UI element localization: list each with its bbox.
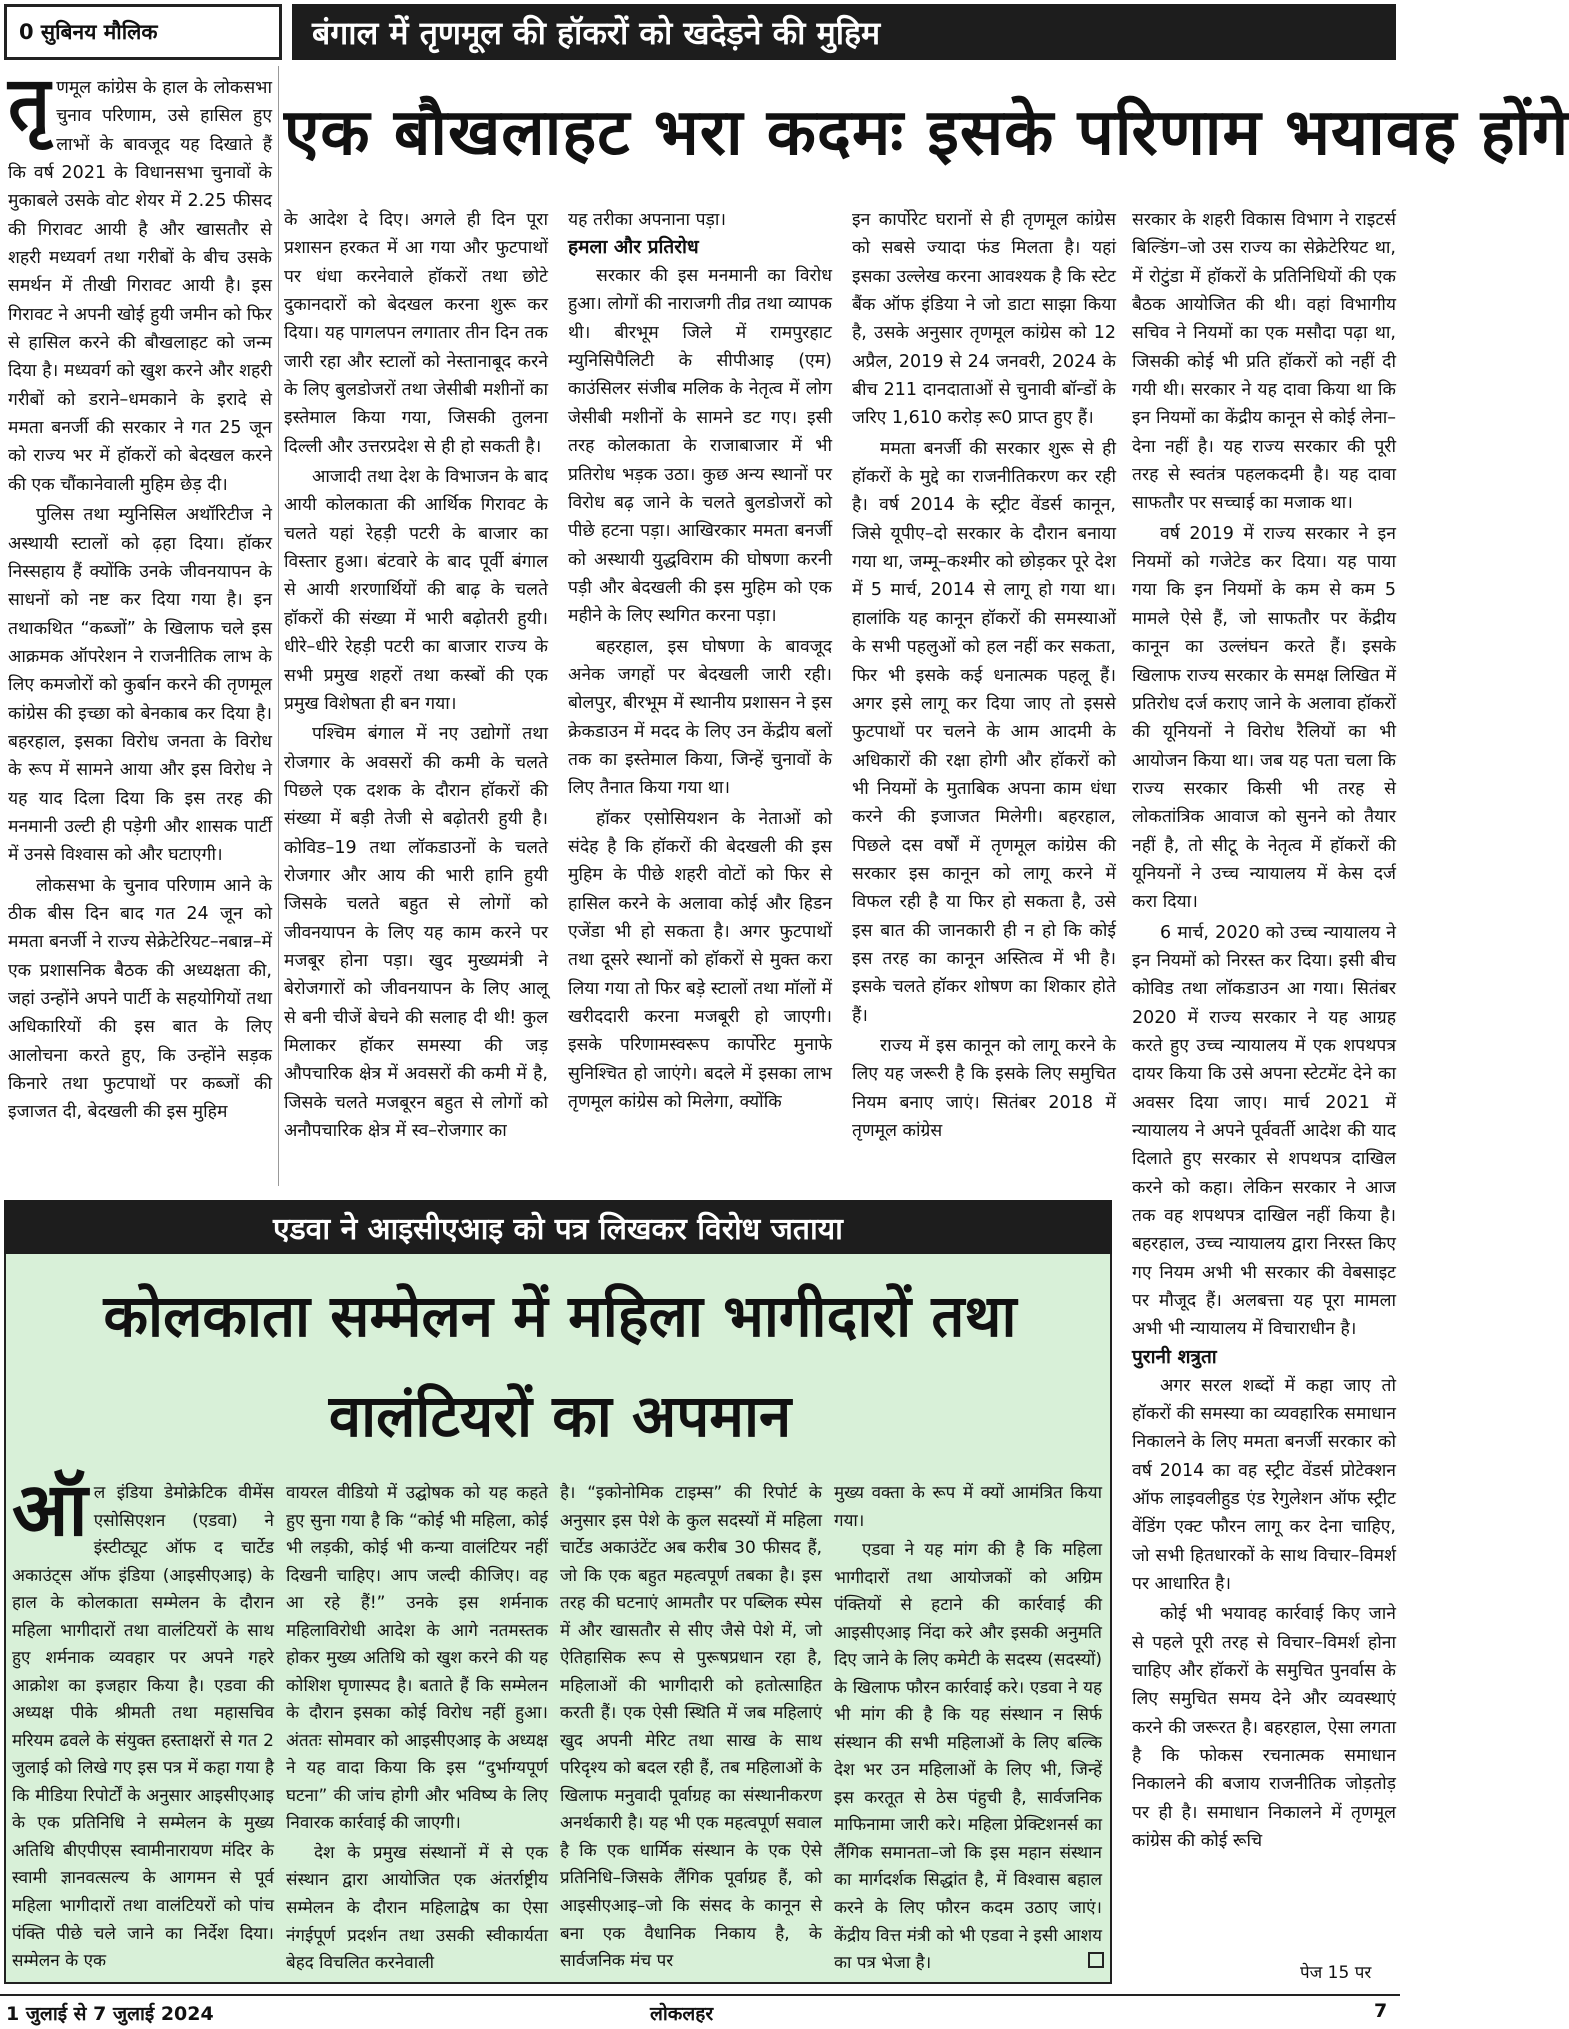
paragraph: ममता बनर्जी की सरकार शुरू से ही हॉकरों के मुद्दे का राजनीतिकरण कर रही है। वर्ष 2014 के स्ट्रीट वेंडर्स कानून, जिसे यूपीए–दो सरकार के दौरान बनाया गया था, जम्मू–कश्मीर को छोड़कर पूरे देश में 5 मार्च, 2014 से लागू हो गया था। हालांकि यह कानून हॉकरों की समस्याओं के सभी पहलुओं को हल नहीं कर सकता, फिर भी इसके कई धनात्मक पहलू हैं। अगर इसे लागू कर दिया जाए तो इससे फुटपाथों पर चलने के आम आदमी के अधिकारों की रक्षा होगी और हॉकरों को भी नियमों के मुताबिक अपना काम धंधा करने की इजाजत मिलेगी। बहरहाल, पिछले दस वर्षों में तृणमूल कांग्रेस की सरकार इस कानून को लागू करने में विफल रही है या फिर हो सकता है, उसे इस बात की जानकारी ही न हो कि कोई इस तरह का कानून अस्तित्व में भी है। इसके चलते हॉकर शोषण का शिकार होते हैं।	[852, 438, 1116, 1026]
box-headline-line: कोलकाता सम्मेलन में महिला भागीदारों तथा	[103, 1282, 1017, 1350]
continued-note: पेज 15 पर	[1300, 1963, 1372, 1983]
paragraph-text: ल इंडिया डेमोक्रेटिक वीमेंस एसोसिएशन (एडवा) ने इंस्टीट्यूट ऑफ द चार्टेड अकाउंट्स ऑफ इंडिया (आइसीएआइ) के हाल के कोलकाता सम्मेलन के दौरान महिला भागीदारों तथा वालंटियरों के साथ हुए शर्मनाक व्यवहार पर अपने गहरे आक्रोश का इजहार किया है। एडवा की अध्यक्ष पीके श्रीमती तथा महासचिव मरियम ढवले के संयुक्त हस्ताक्षरों से गत 2 जुलाई को लिखे गए इस पत्र में कहा गया है कि मीडिया रिपोर्टों के अनुसार आइसीएआइ के एक प्रतिनिधि ने सम्मेलन के मुख्य अतिथि बीएपीएस स्वामीनारायण मंदिर के स्वामी ज्ञानवत्सल्य के आगमन से पूर्व महिला भागीदारों तथा वालंटियरों को पांच पंक्ति पीछे चले जाने का निर्देश दिया। सम्मेलन के एक	[12, 1483, 274, 1972]
paragraph: के आदेश दे दिए। अगले ही दिन पूरा प्रशासन हरकत में आ गया और फुटपाथों पर धंधा करनेवाले हॉकरों तथा छोटे दुकानदारों को बेदखल करना शुरू कर दिया। यह पागलपन लगातार तीन दिन तक जारी रहा और स्टालों को नेस्तानाबूद करने के लिए बुलडोजरों तथा जेसीबी मशीनों का इस्तेमाल किया गया, जिसकी तुलना दिल्ली और उत्तरप्रदेश से ही हो सकती है।	[284, 210, 548, 457]
article-column-2	[284, 206, 548, 1186]
main-headline: एक बौखलाहट भरा कदमः इसके परिणाम भयावह होंगे	[284, 96, 1569, 170]
footer-paper-name: लोकलहर	[650, 2003, 714, 2025]
drop-cap: तृ	[8, 61, 51, 147]
box-banner	[4, 1200, 1112, 1254]
box-banner-text: एडवा ने आइसीएआइ को पत्र लिखकर विरोध जताया	[273, 1211, 843, 1247]
end-mark-icon	[1088, 1952, 1104, 1968]
author-name: 0 सुबिनय मौलिक	[19, 20, 158, 44]
paragraph: पश्चिम बंगाल में नए उद्योगों तथा रोजगार के अवसरों की कमी के चलते पिछले एक दशक के दौरान हॉकरों की संख्या में बड़ी तेजी से बढ़ोतरी हुयी है। कोविड–19 तथा लॉकडाउनों के चलते रोजगार और आय की भारी हानि हुयी जिसके चलते बहुत से लोगों को जीवनयापन के लिए यह काम करने पर मजबूर होना पड़ा। खुद मुख्यमंत्री ने बेरोजगारों को जीवनयापन के लिए आलू से बनी चीजें बेचने की सलाह दी थी! कुल मिलाकर हॉकर समस्या की जड़ औपचारिक क्षेत्र में अवसरों की कमी में है, जिसके चलते मजबूरन बहुत से लोगों को अनौपचारिक क्षेत्र में स्व–रोजगार का	[284, 724, 548, 1141]
column-divider	[278, 66, 279, 1186]
paragraph	[8, 61, 272, 499]
paragraph: आजादी तथा देश के विभाजन के बाद आयी कोलकाता की आर्थिक गिरावट के चलते यहां रेहड़ी पटरी के बाजार का विस्तार हुआ। बंटवारे के बाद पूर्वी बंगाल से आयी शरणार्थियों की बाढ़ के चलते हॉकरों की संख्या में भारी बढ़ोतरी हुयी। धीरे–धीरे रेहड़ी पटरी का बाजार राज्य के सभी प्रमुख शहरों तथा कस्बों की एक प्रमुख विशेषता ही बन गया।	[284, 467, 548, 714]
paragraph-text: णमूल कांग्रेस के हाल के लोकसभा चुनाव परिणाम, उसे हासिल हुए लाभों के बावजूद यह दिखाते हैं कि वर्ष 2021 के विधानसभा चुनावों के मुकाबले उसके वोट शेयर में 2.25 फीसद की गिरावट आयी है और खासतौर से शहरी मध्यवर्ग तथा गरीबों के बीच उसके समर्थन में तीखी गिरावट आयी है। इस गिरावट ने अपनी खोई हुयी जमीन को फिर से हासिल करने की बौखलाहट को जन्म दिया है। मध्यवर्ग को खुश करने और शहरी गरीबों को डराने–धमकाने के इरादे से ममता बनर्जी की सरकार ने गत 25 जून को राज्य भर में हॉकरों को बेदखल करने की एक चौंकानेवाली मुहिम छेड़ दी।	[8, 78, 272, 495]
article-column-1	[8, 61, 272, 1186]
paragraph: हॉकर एसोसियशन के नेताओं को संदेह है कि हॉकरों की बेदखली की इस मुहिम के पीछे शहरी वोटों को फिर से हासिल करने के अलावा कोई और हिडन एजेंडा भी हो सकता है। अगर फुटपाथों तथा दूसरे स्थानों को हॉकरों से मुक्त करा लिया गया तो फिर बड़े स्टालों तथा मॉलों में खरीददारी करना मजबूरी हो जाएगी। इसके परिणामस्वरूप कार्पोरेट मुनाफे सुनिश्चित हो जाएंगे। बदले में इसका लाभ तृणमूल कांग्रेस को मिलेगा, क्योंकि	[568, 808, 832, 1113]
paragraph: बहरहाल, इस घोषणा के बावजूद अनेक जगहों पर बेदखली जारी रही। बोलपुर, बीरभूम में स्थानीय प्रशासन ने इस क्रेकडाउन में मदद के लिए उन केंद्रीय बलों तक का इस्तेमाल किया, जिन्हें चुनावों के लिए तैनात किया गया था।	[568, 636, 832, 799]
paragraph: इन कार्पोरेट घरानों से ही तृणमूल कांग्रेस को सबसे ज्यादा फंड मिलता है। यहां इसका उल्लेख करना आवश्यक है कि स्टेट बैंक ऑफ इंडिया ने जो डाटा साझा किया है, उसके अनुसार तृणमूल कांग्रेस को 12 अप्रैल, 2019 से 24 जनवरी, 2024 के बीच 211 दानदाताओं से चुनावी बॉन्डों के जरिए 1,610 करोड़ रू0 प्राप्त हुए हैं।	[852, 210, 1116, 429]
box-column-4	[834, 1480, 1102, 1974]
paragraph: यह तरीका अपनाना पड़ा।	[568, 210, 727, 230]
article-column-3	[568, 206, 832, 1186]
paragraph: पुलिस तथा म्युनिसिल अथॉरिटीज ने अस्थायी स्टालों को ढ़हा दिया। हॉकर निस्सहाय हैं क्योंकि उनके जीवनयापन के साधनों को नष्ट कर दिया गया है। इन तथाकथित “कब्जों” के खिलाफ चले इस आक्रमक ऑपरेशन ने राजनीतिक लाभ के लिए कमजोरों को कुर्बान करने की तृणमूल कांग्रेस की इच्छा को बेनकाब कर दिया है। बहरहाल, इसका विरोध जनता के विरोध के रूप में सामने आया और इस विरोध ने यह याद दिला दिया कि इस तरह की मनमानी उल्टी ही पड़ेगी और शासक पार्टी में उनसे विश्वास को और घटाएगी।	[8, 505, 272, 866]
box-column-2	[286, 1480, 548, 1974]
article-column-5	[1132, 206, 1396, 1954]
paragraph: लोकसभा के चुनाव परिणाम आने के ठीक बीस दिन बाद गत 24 जून को ममता बनर्जी ने राज्य सेक्रेटेरियट–नबान्न–में एक प्रशासनिक बैठक की अध्यक्षता की, जहां उन्होंने अपने पार्टी के सहयोगियों तथा अधिकारियों की इस बात के लिए आलोचना करते हुए, कि उन्होंने सड़क किनारे तथा फुटपाथों पर कब्जों की इजाजत दी, बेदखली की इस मुहिम	[8, 875, 272, 1123]
top-banner	[292, 4, 1396, 60]
box-headline	[30, 1266, 1090, 1466]
paragraph: सरकार की इस मनमानी का विरोध हुआ। लोगों की नाराजगी तीव्र तथा व्यापक थी। बीरभूम जिले में रामपुरहाट म्युनिसिपैलिटी के सीपीआइ (एम) काउंसिलर संजीब मलिक के नेतृत्व में लोग जेसीबी मशीनों के सामने डट गए। इसी तरह कोलकाता के राजाबाजार में भी प्रतिरोध भड़क उठा। कुछ अन्य स्थानों पर विरोध बढ़ जाने के चलते बुलडोजरों को पीछे हटना पड़ा। आखिरकार ममता बनर्जी को अस्थायी युद्धविराम की घोषणा करनी पड़ी और बेदखली की इस मुहिम को एक महीने के लिए स्थगित करना पड़ा।	[568, 266, 832, 627]
subheading: हमला और प्रतिरोध	[568, 236, 699, 259]
paragraph: सरकार के शहरी विकास विभाग ने राइटर्स बिल्डिंग–जो उस राज्य का सेक्रेटेरियट था, में रोटुंडा में हॉकरों के प्रतिनिधियों की एक बैठक आयोजित की थी। वहां विभागीय सचिव ने नियमों का एक मसौदा पढ़ा था, जिसकी कोई भी प्रति हॉकरों को नहीं दी गयी थी। सरकार ने यह दावा किया था कि इन नियमों का केंद्रीय कानून से कोई लेना–देना नहीं है। यह राज्य सरकार की पूरी तरह से स्वतंत्र पहलकदमी है। यह दावा साफतौर पर सच्चाई का मजाक था।	[1132, 210, 1396, 514]
paragraph: वर्ष 2019 में राज्य सरकार ने इन नियमों को गजेटेड कर दिया। यह पाया गया कि इन नियमों के कम से कम 5 मामले ऐसे हैं, जो साफतौर पर केंद्रीय कानून का उल्लंघन करते हैं। इसके खिलाफ राज्य सरकार के समक्ष लिखित में प्रतिरोध दर्ज कराए जाने के अलावा हॉकरों की यूनियनों ने विरोध रैलियों का भी आयोजन किया था। जब यह पता चला कि राज्य सरकार किसी भी तरह से लोकतांत्रिक आवाज को सुनने को तैयार नहीं है, तो सीटू के नेतृत्व में हॉकरों की यूनियनों ने उच्च न्यायालय में केस दर्ज करा दिया।	[1132, 523, 1396, 913]
paragraph: देश के प्रमुख संस्थानों में से एक संस्थान द्वारा आयोजित एक अंतर्राष्ट्रीय सम्मेलन के दौरान महिलाद्वेष का ऐसा नंगईपूर्ण प्रदर्शन तथा उसकी स्वीकार्यता बेहद विचलित करनेवाली	[286, 1842, 548, 1974]
paragraph: है। “इकोनोमिक टाइम्स” की रिपोर्ट के अनुसार इस पेशे के कुल सदस्यों में महिला चार्टेड अकाउंटेंट अब करीब 30 फीसद हैं, जो कि एक बहुत महत्वपूर्ण तबका है। इस तरह की घटनाएं आमतौर पर पब्लिक स्पेस में और खासतौर से सीए जैसे पेशे में, जो ऐतिहासिक रूप से पुरूषप्रधान रहा है, महिलाओं की भागीदारी को हतोत्साहित करती हैं। एक ऐसी स्थिति में जब महिलाएं खुद अपनी मेरिट तथा साख के साथ परिदृश्य को बदल रही हैं, तब महिलाओं के खिलाफ मनुवादी पूर्वाग्रह का संस्थानीकरण अनर्थकारी है। यह भी एक महत्वपूर्ण सवाल है कि एक धार्मिक संस्थान के एक ऐसे प्रतिनिधि–जिसके लैंगिक पूर्वाग्रह हैं, को आइसीएआइ–जो कि संसद के कानून से बना एक वैधानिक निकाय है, के सार्वजनिक मंच पर	[560, 1483, 822, 1972]
box-column-3	[560, 1480, 822, 1970]
subheading: पुरानी शत्रुता	[1132, 1345, 1217, 1368]
box-headline-line: वालंटियरों का अपमान	[328, 1382, 792, 1450]
paragraph: मुख्य वक्ता के रूप में क्यों आमंत्रित किया गया।	[834, 1483, 1102, 1531]
paragraph: 6 मार्च, 2020 को उच्च न्यायालय ने इन नियमों को निरस्त कर दिया। इसी बीच कोविड तथा लॉकडाउन आ गया। सितंबर 2020 में राज्य सरकार ने यह आग्रह करते हुए उच्च न्यायालय में एक शपथपत्र दायर किया कि उसे अपना स्टेटमेंट देने का अवसर दिया जाए। मार्च 2021 में न्यायालय ने अपने पूर्ववर्ती आदेश की याद दिलाते हुए सरकार से शपथपत्र दाखिल करने को कहा। लेकिन सरकार ने आज तक वह शपथपत्र दाखिल नहीं किया है। बहरहाल, उच्च न्यायालय द्वारा निरस्त किए गए नियम अभी भी सरकार की वेबसाइट पर मौजूद हैं। अलबत्ता यह पूरा मामला अभी भी न्यायालय में विचाराधीन है।	[1132, 922, 1396, 1340]
page-number: 7	[1374, 2000, 1388, 2022]
footer-rule	[0, 1994, 1400, 1996]
paragraph: वायरल वीडियो में उद्घोषक को यह कहते हुए सुना गया है कि “कोई भी महिला, कोई भी लड़की, कोई भी कन्या वालंटियर नहीं दिखनी चाहिए। आप जल्दी कीजिए। वह आ रहे हैं!” उनके इस शर्मनाक महिलाविरोधी आदेश के आगे नतमस्तक होकर मुख्य अतिथि को खुश करने की यह कोशिश घृणास्पद है। बताते हैं कि सम्मेलन के दौरान इसका कोई विरोध नहीं हुआ। अंततः सोमवार को आइसीएआइ के अध्यक्ष ने यह वादा किया कि इस “दुर्भाग्यपूर्ण घटना” की जांच होगी और भविष्य के लिए निवारक कार्रवाई की जाएगी।	[286, 1483, 548, 1834]
paragraph	[12, 1467, 274, 1976]
box-column-1	[12, 1467, 274, 1972]
article-column-4	[852, 206, 1116, 1186]
footer-date: 1 जुलाई से 7 जुलाई 2024	[6, 2003, 214, 2025]
paragraph: अगर सरल शब्दों में कहा जाए तो हॉकरों की समस्या का व्यवहारिक समाधान निकालने के लिए ममता बनर्जी सरकार को वर्ष 2014 का वह स्ट्रीट वेंडर्स प्रोटेक्शन ऑफ लाइवलीहुड एंड रेगुलेशन ऑफ स्ट्रीट वेंडिंग एक्ट फौरन लागू कर देना चाहिए, जो सभी हितधारकों के साथ विचार–विमर्श पर आधारित है।	[1132, 1375, 1396, 1594]
paragraph: राज्य में इस कानून को लागू करने के लिए यह जरूरी है कि इसके लिए समुचित नियम बनाए जाएं। सितंबर 2018 में तृणमूल कांग्रेस	[852, 1035, 1116, 1141]
paragraph: एडवा ने यह मांग की है कि महिला भागीदारों तथा आयोजकों को अग्रिम पंक्तियों से हटाने की कार्रवाई की आइसीएआइ निंदा करे और इसकी अनुमति दिए जाने के लिए कमेटी के सदस्य (सदस्यों) के खिलाफ फौरन कार्रवाई करे। एडवा ने यह भी मांग की है कि यह संस्थान न सिर्फ संस्थान की सभी महिलाओं के लिए बल्कि देश भर उन महिलाओं के लिए भी, जिन्हें इस करतूत से ठेस पंहुची है, सार्वजनिक माफिनामा जारी करे। महिला प्रेक्टिशनर्स का लैंगिक समानता–जो कि इस महान संस्थान का मार्गदर्शक सिद्धांत है, में विश्वास बहाल करने के लिए फौरन कदम उठाए जाएं। केंद्रीय वित्त मंत्री को भी एडवा ने इसी आशय का पत्र भेजा है।	[834, 1540, 1102, 1974]
drop-cap: ऑ	[12, 1467, 88, 1553]
paragraph: कोई भी भयावह कार्रवाई किए जाने से पहले पूरी तरह से विचार–विमर्श होना चाहिए और हॉकरों के समुचित पुनर्वास के लिए समुचित समय देने और व्यवस्थाएं करने की जरूरत है। बहरहाल, ऐसा लगता है कि फोकस रचनात्मक समाधान निकालने की बजाय राजनीतिक जोड़तोड़ पर ही है। समाधान निकालने में तृणमूल कांग्रेस की कोई रूचि	[1132, 1604, 1396, 1851]
top-banner-text: बंगाल में तृणमूल की हॉकरों को खदेड़ने की मुहिम	[312, 13, 881, 52]
author-box	[4, 4, 282, 60]
